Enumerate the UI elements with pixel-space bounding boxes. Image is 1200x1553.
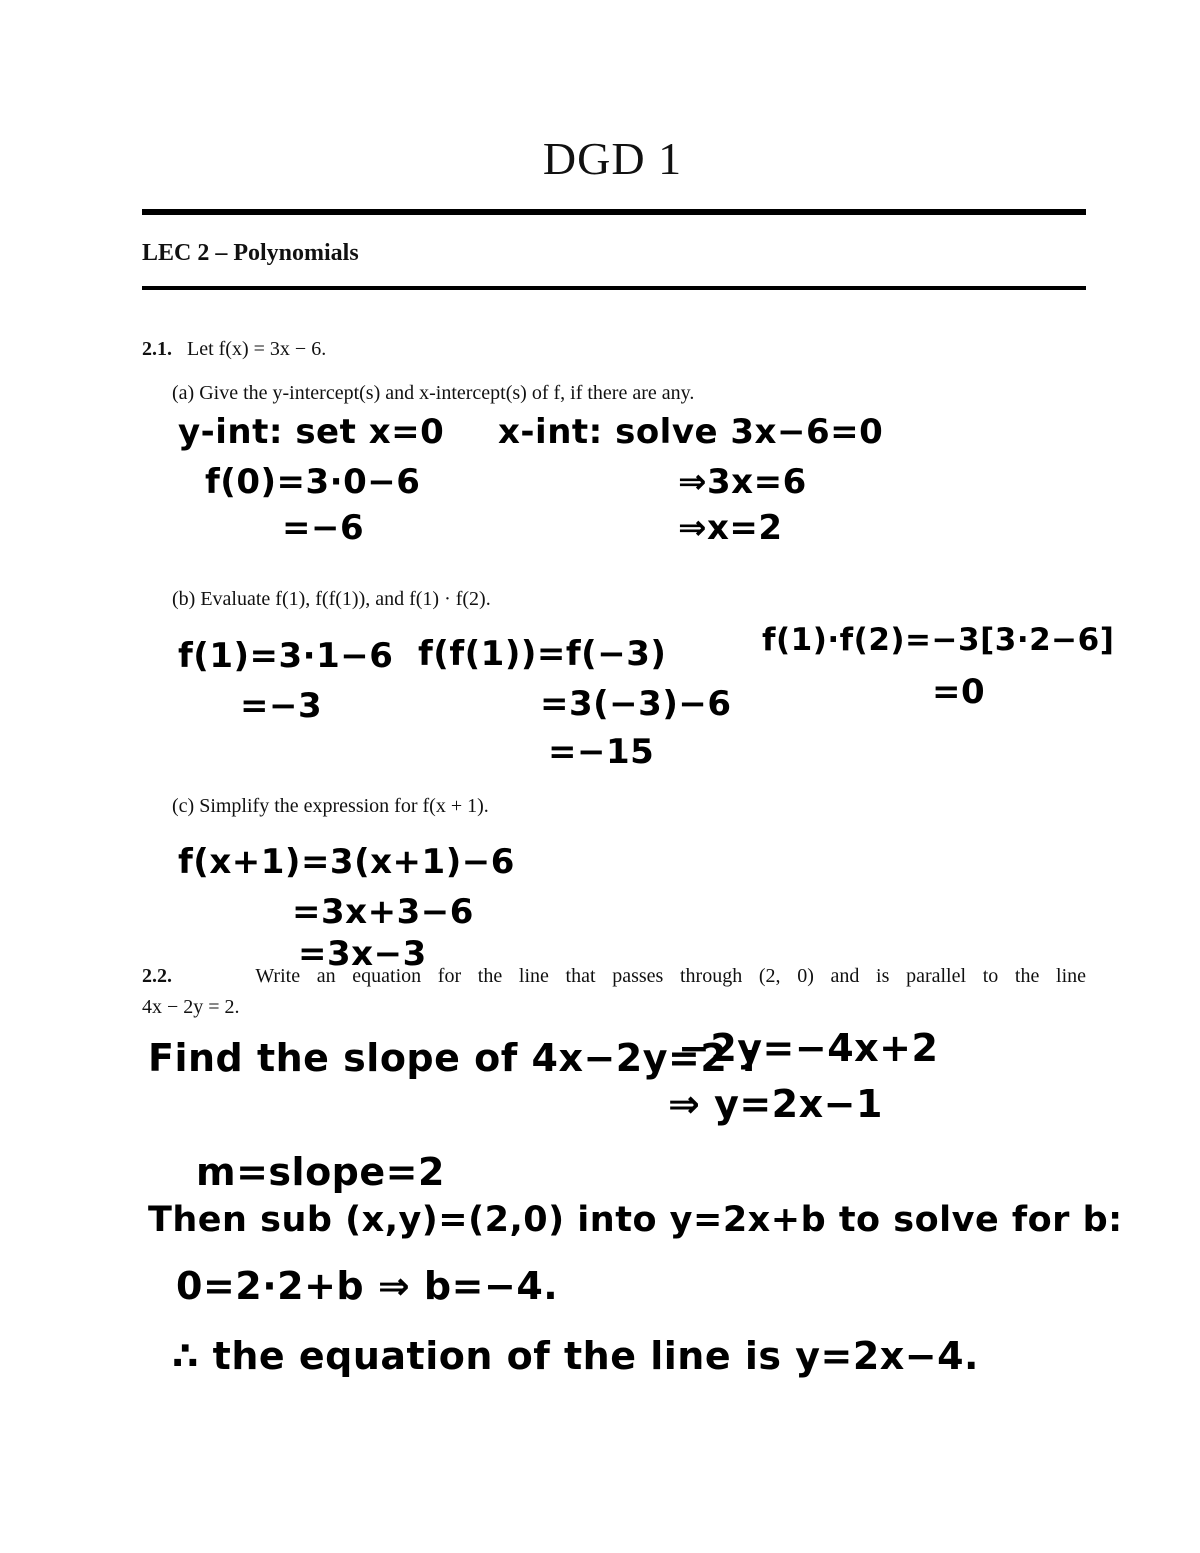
page-title: DGD 1 (542, 133, 683, 184)
handwritten-work-line: m=slope=2 (196, 1150, 445, 1194)
problem-statement: Write an equation for the line that passes through (2, 0) and is parallel to the line (255, 965, 1087, 987)
handwritten-work-line: 0=2·2+b ⇒ b=−4. (176, 1264, 559, 1308)
part-c-prompt: (c) Simplify the expression for f(x + 1). (172, 795, 489, 817)
handwritten-work-line: =3x+3−6 (292, 892, 474, 932)
problem-2-1 (142, 338, 326, 361)
handwritten-work-line: =0 (932, 672, 986, 712)
handwritten-work-line: f(x+1)=3(x+1)−6 (178, 842, 515, 882)
handwritten-work-line: =−15 (548, 732, 655, 772)
handwritten-work-line: =−6 (282, 508, 365, 548)
top-rule (142, 209, 1086, 215)
part-b-prompt: (b) Evaluate f(1), f(f(1)), and f(1) · f(2). (172, 588, 491, 610)
handwritten-work-line: Find the slope of 4x−2y=2 : (148, 1036, 757, 1080)
handwritten-work-line: ⇒ y=2x−1 (668, 1082, 883, 1126)
handwritten-work-line: −2y=−4x+2 (678, 1026, 939, 1070)
handwritten-work-line: f(1)=3·1−6 (178, 636, 394, 676)
section-rule (142, 286, 1086, 290)
handwritten-work-line: =−3 (240, 686, 323, 726)
handwritten-work-line: ⇒3x=6 (678, 462, 807, 502)
handwritten-work-line: ⇒x=2 (678, 508, 783, 548)
problem-number: 2.1. (142, 338, 172, 360)
handwritten-work-line: =3(−3)−6 (540, 684, 732, 724)
handwritten-work-line: f(0)=3·0−6 (205, 462, 421, 502)
section-heading: LEC 2 – Polynomials (142, 240, 359, 266)
handwritten-work-line: f(1)·f(2)=−3[3·2−6] (762, 622, 1115, 658)
part-a-prompt: (a) Give the y-intercept(s) and x-intercept(s) of f, if there are any. (172, 382, 695, 404)
problem-statement-continued: 4x − 2y = 2. (142, 996, 240, 1018)
handwritten-work-line: =3x−3 (298, 934, 427, 974)
handwritten-work-line: y-int: set x=0 (178, 412, 445, 452)
handwritten-work-line: f(f(1))=f(−3) (418, 634, 667, 674)
problem-number: 2.2. (142, 965, 172, 987)
handwritten-work-line: ∴ the equation of the line is y=2x−4. (172, 1334, 979, 1378)
problem-2-2 (142, 965, 1086, 988)
problem-statement: Let f(x) = 3x − 6. (187, 338, 327, 360)
handwritten-work-line: Then sub (x,y)=(2,0) into y=2x+b to solve for b: (148, 1200, 1123, 1240)
handwritten-work-line: x-int: solve 3x−6=0 (498, 412, 884, 452)
